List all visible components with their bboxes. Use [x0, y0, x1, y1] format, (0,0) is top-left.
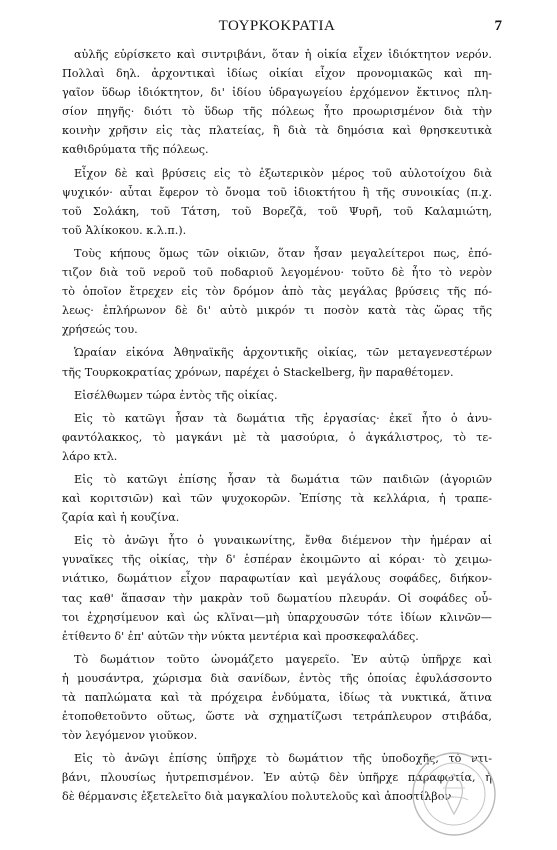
- text-line: λεως· ἐπλήρωνον δὲ δι' αὐτὸ μικρόν τι ποσὸν κατὰ τὰς ὥρας τῆς: [62, 304, 492, 318]
- paragraph: [62, 45, 492, 160]
- text-line: Εἶχον δὲ καὶ βρύσεις εἰς τὸ ἐξωτερικὸν μέρος τοῦ αὐλοτοίχου διὰ: [74, 166, 492, 180]
- text-line: Ὡραίαν εἰκόνα Ἀθηναϊκῆς ἀρχοντικῆς οἰκίας, τῶν μεταγενεστέρων: [74, 346, 492, 360]
- text-line: Εἰς τὸ κατῶγι ἦσαν τὰ δωμάτια τῆς ἐργασίας· ἐκεῖ ἦτο ὁ ἀνυ-: [74, 411, 492, 425]
- text-line: Πολλαὶ δηλ. ἀρχοντικαὶ ἰδίως οἰκίαι εἶχον προνομιακῶς καὶ πη-: [62, 67, 492, 81]
- paragraph: [62, 409, 492, 466]
- text-line: Εἰς τὸ ἀνῶγι ἐπίσης ὑπῆρχε τὸ δωμάτιον τῆς ὑποδοχῆς, τὸ ντι-: [74, 752, 492, 766]
- body-text: [62, 45, 492, 807]
- text-line: καὶ κοριτσιῶν) καὶ τῶν ψυχοκορῶν. Ἐπίσης τὰ κελλάρια, ἡ τραπε-: [62, 492, 492, 506]
- paragraph: [62, 650, 492, 745]
- text-line: τοῦ Ἀλίκοκου. κ.λ.π.).: [62, 223, 187, 237]
- text-line: Εἰσέλθωμεν τώρα ἐντὸς τῆς οἰκίας.: [74, 388, 278, 402]
- paragraph: [62, 386, 492, 405]
- text-line: γυναῖκες τῆς οἰκίας, τὴν δ' ἑσπέραν ἐκοιμῶντο αἱ κόραι· τὸ χειμω-: [62, 553, 492, 567]
- text-line: τοι ἐχρησίμευον καὶ ὡς κλῖναι—μὴ ὑπαρχουσῶν τότε ἰδίων κλινῶν—: [62, 610, 492, 624]
- text-line: Εἰς τὸ ἀνῶγι ἦτο ὁ γυναικωνίτης, ἔνθα διέμενον τὴν ἡμέραν αἱ: [74, 534, 492, 548]
- text-line: ζαρία καὶ ἡ κουζίνα.: [62, 511, 180, 525]
- text-line: γαῖον ὕδωρ ἰδιόκτητον, δι' ἰδίου ὑδραγωγείου ἐρχόμενον ἔκτινος πλη-: [62, 86, 492, 100]
- page-number: 7: [494, 18, 502, 34]
- text-line: νιάτικο, δωμάτιον εἶχον παραφωτίαν καὶ μεγάλους σοφάδες, διήκον-: [62, 572, 492, 586]
- text-line: ἐτίθεντο δ' ἐπ' αὐτῶν τὴν νύκτα μεντέρια καὶ προσκεφαλάδες.: [62, 629, 419, 643]
- text-line: Τοὺς κήπους ὅμως τῶν οἰκιῶν, ὅταν ἦσαν μεγαλείτεροι πως, ἐπό-: [74, 246, 492, 260]
- text-line: κοινὴν χρῆσιν εἰς τὰς πλατείας, ἢ διὰ τὰ δημόσια καὶ θρησκευτικὰ: [62, 124, 492, 138]
- library-stamp: [410, 750, 498, 838]
- text-line: τῆς Τουρκοκρατίας χρόνων, παρέχει ὁ Stackelberg, ἣν παραθέτομεν.: [62, 365, 454, 379]
- text-line: τὸ ὁποῖον ἔτρεχεν εἰς τὸν δρόμον ἀπὸ τὰς μεγάλας βρύσεις τῆς πό-: [62, 285, 492, 299]
- text-line: τας καθ' ἅπασαν τὴν μακρὰν τοῦ δωματίου πλευράν. Οἱ σοφάδες οὗ-: [62, 591, 492, 605]
- paragraph: [62, 470, 492, 527]
- text-line: δὲ θέρμανσις ἐξετελεῖτο διὰ μαγκαλίου πολυτελοῦς καὶ ἀποστίλβον-: [62, 790, 456, 804]
- paragraph: [62, 343, 492, 381]
- text-line: τιζον διὰ τοῦ νεροῦ τοῦ ποδαριοῦ λεγομένου· τοῦτο δὲ ἦτο τὸ νερὸν: [62, 266, 492, 280]
- text-line: αὐλῆς εὑρίσκετο καὶ σιντριβάνι, ὅταν ἡ οἰκία εἶχεν ἰδιόκτητον νερόν.: [74, 48, 492, 61]
- text-line: ἐτοποθετοῦντο οὕτως, ὥστε νὰ σχηματίζωσι τετράπλευρον στιβάδα,: [62, 710, 492, 724]
- text-line: τοῦ Σολάκη, τοῦ Τάτση, τοῦ Βορεζᾶ, τοῦ Ψυρῆ, τοῦ Καλαμιώτη,: [62, 204, 492, 218]
- text-line: φαντόλακκος, τὸ μαγκάνι μὲ τὰ μασούρια, ὁ ἀγκάλιστρος, τὸ τε-: [62, 430, 492, 444]
- text-line: καθιδρύματα τῆς πόλεως.: [62, 143, 209, 157]
- paragraph: [62, 531, 492, 646]
- text-line: λάρο κτλ.: [62, 449, 118, 463]
- text-line: βάνι, πλουσίως ἠυτρεπισμένον. Ἐν αὐτῷ δὲν ὑπῆρχε παραφωτία, ἡ: [62, 771, 492, 785]
- paragraph: [62, 164, 492, 240]
- text-line: τὰ παπλώματα καὶ τὰ πρόχειρα ἐνδύματα, ἰδίως τὰ νυκτικά, ἅτινα: [62, 691, 492, 704]
- text-line: Τὸ δωμάτιον τοῦτο ὠνομάζετο μαγερεῖο. Ἐν αὐτῷ ὑπῆρχε καὶ: [74, 652, 492, 666]
- text-line: χρήσεώς του.: [62, 323, 138, 337]
- text-line: ἡ μουσάντρα, χώρισμα διὰ σανίδων, ἐντὸς τῆς ὁποίας ἐφυλάσσοντο: [62, 671, 492, 685]
- text-line: σίον πηγῆς· διότι τὸ ὕδωρ τῆς πόλεως ἦτο προωρισμένον διὰ τὴν: [62, 105, 492, 119]
- text-line: ψυχικόν· αὗται ἔφερον τὸ ὄνομα τοῦ ἰδιοκτήτου ἢ τῆς συνοικίας (π.χ.: [62, 185, 492, 199]
- text-line: Εἰς τὸ κατῶγι ἐπίσης ἦσαν τὰ δωμάτια τῶν παιδιῶν (ἀγοριῶν: [74, 472, 492, 486]
- text-line: τὸν λεγόμενον γιοῦκον.: [62, 729, 198, 743]
- paragraph: [62, 244, 492, 339]
- running-title: ΤΟΥΡΚΟΚΡΑΤΙΑ: [218, 18, 336, 34]
- page-header: [60, 18, 502, 40]
